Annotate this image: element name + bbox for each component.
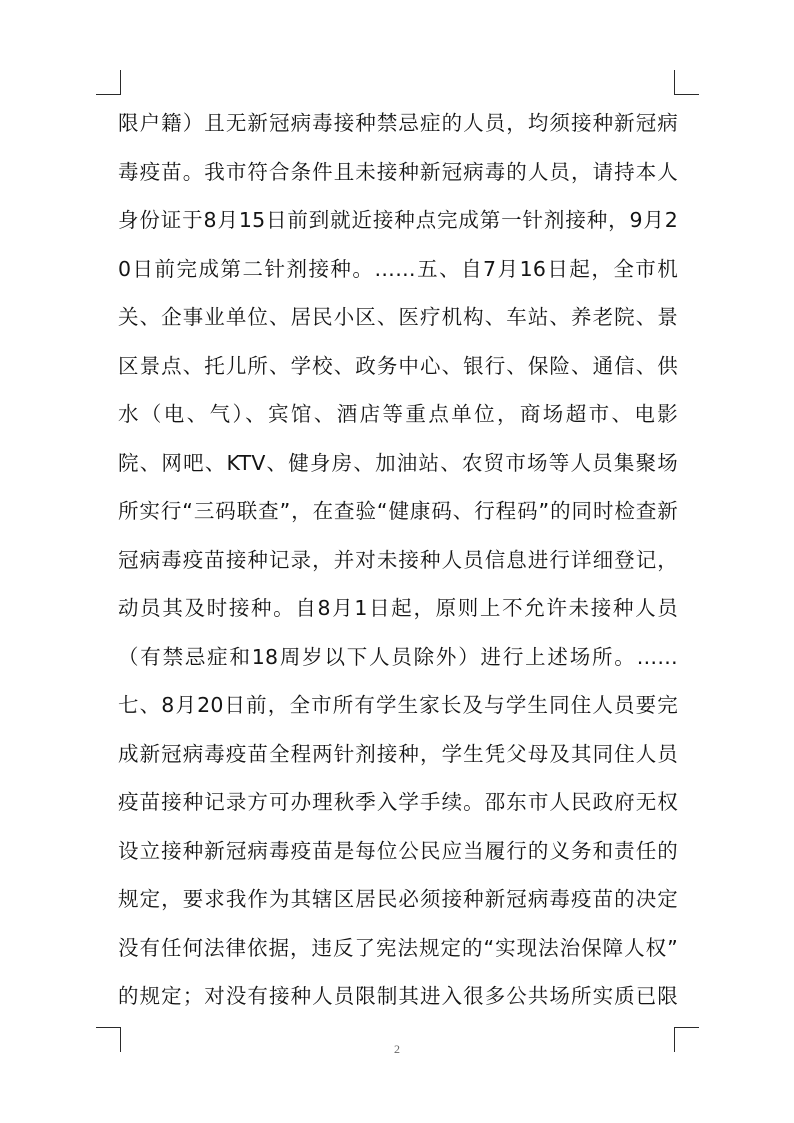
text-line: 身份证于8月15日前到就近接种点完成第一针剂接种，9月2 <box>118 208 678 232</box>
text-line: （有禁忌症和18周岁以下人员除外）进行上述场所。…… <box>118 644 678 669</box>
text-line: 疫苗接种记录方可办理秋季入学手续。邵东市人民政府无权 <box>118 790 678 814</box>
text-line: 毒疫苗。我市符合条件且未接种新冠病毒的人员，请持本人 <box>118 159 678 184</box>
crop-mark-top-right <box>674 70 699 95</box>
text-line: 设立接种新冠病毒疫苗是每位公民应当履行的义务和责任的 <box>118 838 678 863</box>
text-line: 七、8月20日前，全市所有学生家长及与学生同住人员要完 <box>118 693 678 717</box>
body-text <box>118 103 678 1025</box>
text-line: 院、网吧、KTV、健身房、加油站、农贸市场等人员集聚场 <box>118 450 678 475</box>
text-line: 所实行“三码联查”，在查验“健康码、行程码”的同时检查新 <box>118 499 678 523</box>
crop-mark-top-left <box>96 70 121 95</box>
text-line: 关、企事业单位、居民小区、医疗机构、车站、养老院、景 <box>118 305 678 329</box>
text-line: 冠病毒疫苗接种记录，并对未接种人员信息进行详细登记， <box>118 547 678 572</box>
page-number: 2 <box>394 1042 400 1056</box>
text-line: 0日前完成第二针剂接种。……五、自7月16日起，全市机 <box>118 256 678 281</box>
text-line: 区景点、托儿所、学校、政务中心、银行、保险、通信、供 <box>118 353 678 378</box>
text-line: 水（电、气）、宾馆、酒店等重点单位，商场超市、电影 <box>118 402 678 426</box>
text-line: 成新冠病毒疫苗全程两针剂接种，学生凭父母及其同住人员 <box>118 741 678 766</box>
text-line: 规定，要求我作为其辖区居民必须接种新冠病毒疫苗的决定 <box>118 887 678 911</box>
text-line: 没有任何法律依据，违反了宪法规定的“实现法治保障人权” <box>118 935 678 960</box>
text-line: 限户籍）且无新冠病毒接种禁忌症的人员，均须接种新冠病 <box>118 111 678 135</box>
text-line: 的规定；对没有接种人员限制其进入很多公共场所实质已限 <box>118 984 678 1008</box>
text-line: 动员其及时接种。自8月1日起，原则上不允许未接种人员 <box>118 596 678 620</box>
